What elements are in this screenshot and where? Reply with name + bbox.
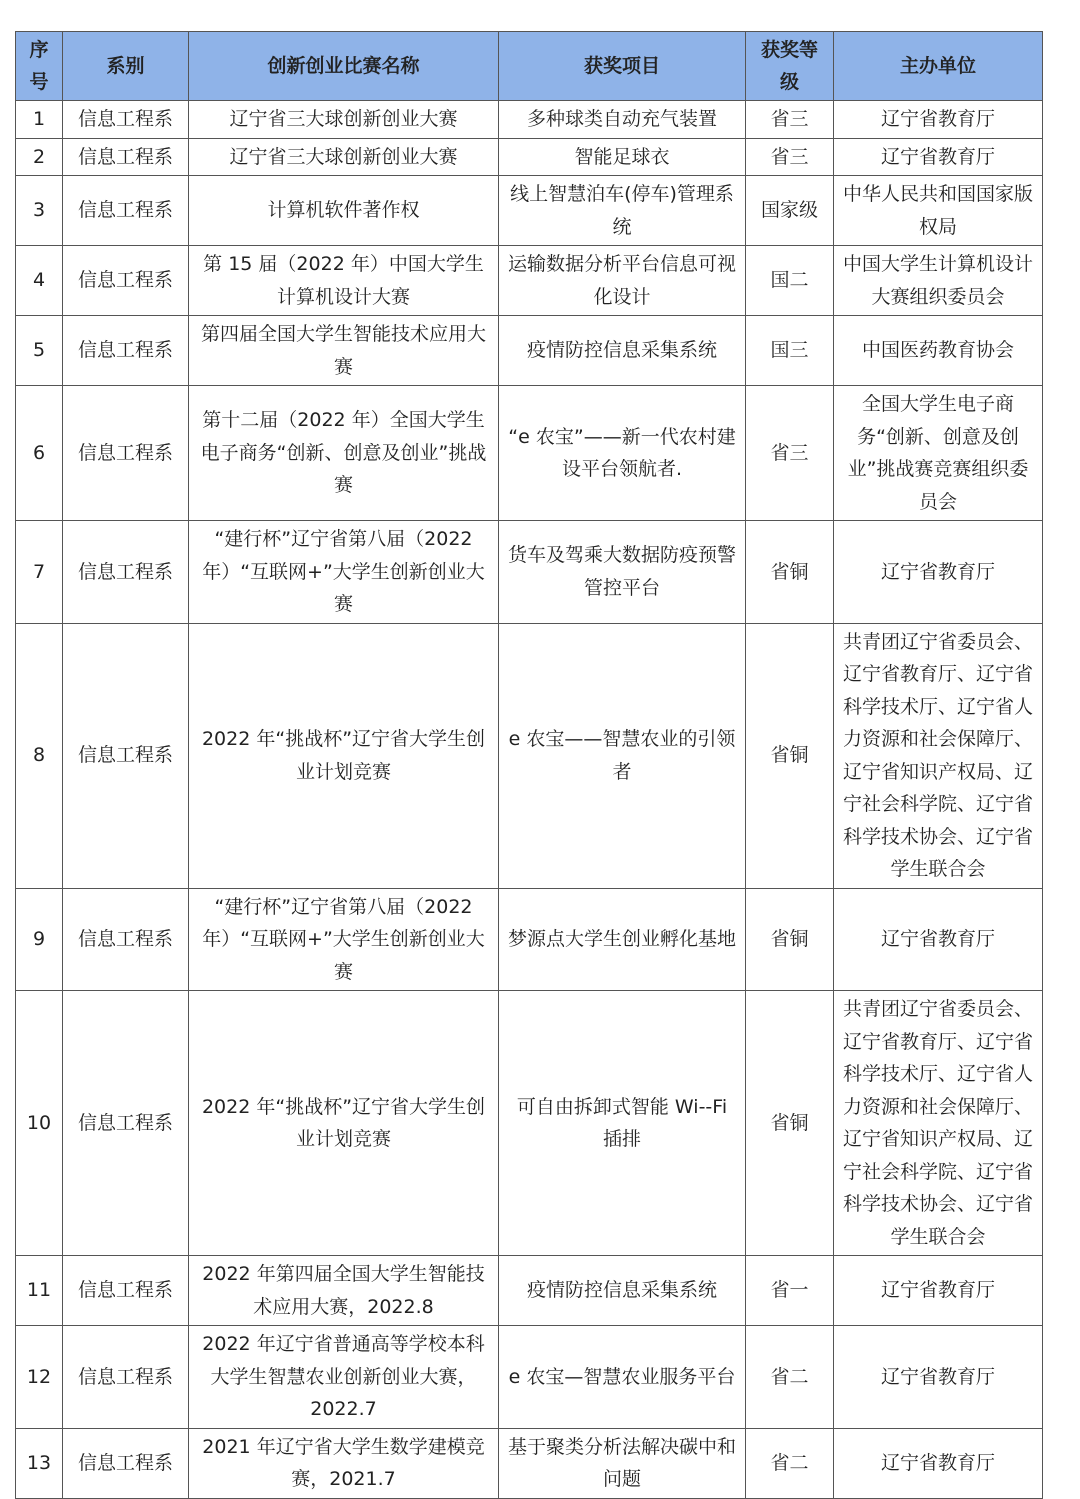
cell-department: 信息工程系 bbox=[63, 138, 189, 176]
cell-competition: 2021 年辽宁省大学生数学建模竞赛，2021.7 bbox=[189, 1428, 499, 1498]
cell-award-level: 国三 bbox=[746, 316, 834, 386]
table-header-row bbox=[16, 32, 1043, 101]
cell-competition: 辽宁省三大球创新创业大赛 bbox=[189, 138, 499, 176]
cell-project: 智能足球衣 bbox=[499, 138, 746, 176]
cell-competition: 2022 年第四届全国大学生智能技术应用大赛，2022.8 bbox=[189, 1256, 499, 1326]
cell-organizer: 辽宁省教育厅 bbox=[834, 138, 1043, 176]
table-row bbox=[16, 991, 1043, 1256]
cell-department: 信息工程系 bbox=[63, 1326, 189, 1429]
cell-project: 多种球类自动充气装置 bbox=[499, 101, 746, 139]
cell-award-level: 省一 bbox=[746, 1256, 834, 1326]
table-row bbox=[16, 623, 1043, 888]
header-department: 系别 bbox=[63, 32, 189, 101]
table-row bbox=[16, 386, 1043, 521]
cell-project: 梦源点大学生创业孵化基地 bbox=[499, 888, 746, 991]
table-row bbox=[16, 1256, 1043, 1326]
awards-table bbox=[15, 31, 1043, 1499]
cell-index: 6 bbox=[16, 386, 63, 521]
cell-project: e 农宝—智慧农业服务平台 bbox=[499, 1326, 746, 1429]
table-row bbox=[16, 246, 1043, 316]
cell-award-level: 省铜 bbox=[746, 521, 834, 624]
cell-organizer: 辽宁省教育厅 bbox=[834, 1428, 1043, 1498]
cell-project: 基于聚类分析法解决碳中和问题 bbox=[499, 1428, 746, 1498]
cell-department: 信息工程系 bbox=[63, 386, 189, 521]
cell-competition: “建行杯”辽宁省第八届（2022 年）“互联网+”大学生创新创业大赛 bbox=[189, 888, 499, 991]
cell-project: 可自由拆卸式智能 Wi--Fi 插排 bbox=[499, 991, 746, 1256]
cell-award-level: 省铜 bbox=[746, 888, 834, 991]
cell-index: 7 bbox=[16, 521, 63, 624]
cell-organizer: 辽宁省教育厅 bbox=[834, 521, 1043, 624]
cell-organizer: 辽宁省教育厅 bbox=[834, 1326, 1043, 1429]
cell-award-level: 省二 bbox=[746, 1428, 834, 1498]
cell-department: 信息工程系 bbox=[63, 888, 189, 991]
cell-competition: 第四届全国大学生智能技术应用大赛 bbox=[189, 316, 499, 386]
cell-department: 信息工程系 bbox=[63, 991, 189, 1256]
cell-organizer: 共青团辽宁省委员会、辽宁省教育厅、辽宁省科学技术厅、辽宁省人力资源和社会保障厅、辽宁省知识产权局、辽宁社会科学院、辽宁省科学技术协会、辽宁省学生联合会 bbox=[834, 623, 1043, 888]
cell-project: 货车及驾乘大数据防疫预警管控平台 bbox=[499, 521, 746, 624]
cell-award-level: 国家级 bbox=[746, 176, 834, 246]
table-row bbox=[16, 316, 1043, 386]
cell-organizer: 辽宁省教育厅 bbox=[834, 101, 1043, 139]
cell-department: 信息工程系 bbox=[63, 1428, 189, 1498]
cell-organizer: 辽宁省教育厅 bbox=[834, 888, 1043, 991]
cell-department: 信息工程系 bbox=[63, 521, 189, 624]
cell-index: 5 bbox=[16, 316, 63, 386]
cell-department: 信息工程系 bbox=[63, 1256, 189, 1326]
cell-index: 8 bbox=[16, 623, 63, 888]
cell-project: “e 农宝”——新一代农村建设平台领航者. bbox=[499, 386, 746, 521]
cell-organizer: 中国医药教育协会 bbox=[834, 316, 1043, 386]
cell-award-level: 省三 bbox=[746, 138, 834, 176]
table-row bbox=[16, 888, 1043, 991]
cell-index: 3 bbox=[16, 176, 63, 246]
table-row bbox=[16, 176, 1043, 246]
cell-competition: “建行杯”辽宁省第八届（2022 年）“互联网+”大学生创新创业大赛 bbox=[189, 521, 499, 624]
cell-organizer: 共青团辽宁省委员会、辽宁省教育厅、辽宁省科学技术厅、辽宁省人力资源和社会保障厅、辽宁省知识产权局、辽宁社会科学院、辽宁省科学技术协会、辽宁省学生联合会 bbox=[834, 991, 1043, 1256]
cell-project: 疫情防控信息采集系统 bbox=[499, 1256, 746, 1326]
cell-award-level: 国二 bbox=[746, 246, 834, 316]
header-organizer: 主办单位 bbox=[834, 32, 1043, 101]
cell-index: 4 bbox=[16, 246, 63, 316]
cell-competition: 第 15 届（2022 年）中国大学生计算机设计大赛 bbox=[189, 246, 499, 316]
cell-index: 2 bbox=[16, 138, 63, 176]
cell-award-level: 省铜 bbox=[746, 623, 834, 888]
cell-competition: 2022 年辽宁省普通高等学校本科大学生智慧农业创新创业大赛，2022.7 bbox=[189, 1326, 499, 1429]
cell-department: 信息工程系 bbox=[63, 316, 189, 386]
cell-department: 信息工程系 bbox=[63, 101, 189, 139]
cell-department: 信息工程系 bbox=[63, 623, 189, 888]
cell-award-level: 省二 bbox=[746, 1326, 834, 1429]
cell-department: 信息工程系 bbox=[63, 246, 189, 316]
cell-competition: 2022 年“挑战杯”辽宁省大学生创业计划竞赛 bbox=[189, 991, 499, 1256]
cell-index: 11 bbox=[16, 1256, 63, 1326]
cell-award-level: 省三 bbox=[746, 386, 834, 521]
cell-organizer: 辽宁省教育厅 bbox=[834, 1256, 1043, 1326]
header-project: 获奖项目 bbox=[499, 32, 746, 101]
cell-project: e 农宝——智慧农业的引领者 bbox=[499, 623, 746, 888]
cell-index: 9 bbox=[16, 888, 63, 991]
cell-organizer: 中华人民共和国国家版权局 bbox=[834, 176, 1043, 246]
cell-competition: 2022 年“挑战杯”辽宁省大学生创业计划竞赛 bbox=[189, 623, 499, 888]
cell-department: 信息工程系 bbox=[63, 176, 189, 246]
cell-project: 运输数据分析平台信息可视化设计 bbox=[499, 246, 746, 316]
cell-project: 线上智慧泊车(停车)管理系统 bbox=[499, 176, 746, 246]
header-index: 序号 bbox=[16, 32, 63, 101]
cell-competition: 计算机软件著作权 bbox=[189, 176, 499, 246]
cell-organizer: 全国大学生电子商务“创新、创意及创业”挑战赛竞赛组织委员会 bbox=[834, 386, 1043, 521]
table-row bbox=[16, 138, 1043, 176]
cell-competition: 辽宁省三大球创新创业大赛 bbox=[189, 101, 499, 139]
table-row bbox=[16, 521, 1043, 624]
cell-index: 1 bbox=[16, 101, 63, 139]
table-row bbox=[16, 1428, 1043, 1498]
cell-project: 疫情防控信息采集系统 bbox=[499, 316, 746, 386]
table-row bbox=[16, 1326, 1043, 1429]
cell-award-level: 省铜 bbox=[746, 991, 834, 1256]
header-competition: 创新创业比赛名称 bbox=[189, 32, 499, 101]
cell-competition: 第十二届（2022 年）全国大学生电子商务“创新、创意及创业”挑战赛 bbox=[189, 386, 499, 521]
header-award-level: 获奖等级 bbox=[746, 32, 834, 101]
cell-organizer: 中国大学生计算机设计大赛组织委员会 bbox=[834, 246, 1043, 316]
cell-index: 13 bbox=[16, 1428, 63, 1498]
cell-index: 10 bbox=[16, 991, 63, 1256]
cell-award-level: 省三 bbox=[746, 101, 834, 139]
table-row bbox=[16, 101, 1043, 139]
cell-index: 12 bbox=[16, 1326, 63, 1429]
